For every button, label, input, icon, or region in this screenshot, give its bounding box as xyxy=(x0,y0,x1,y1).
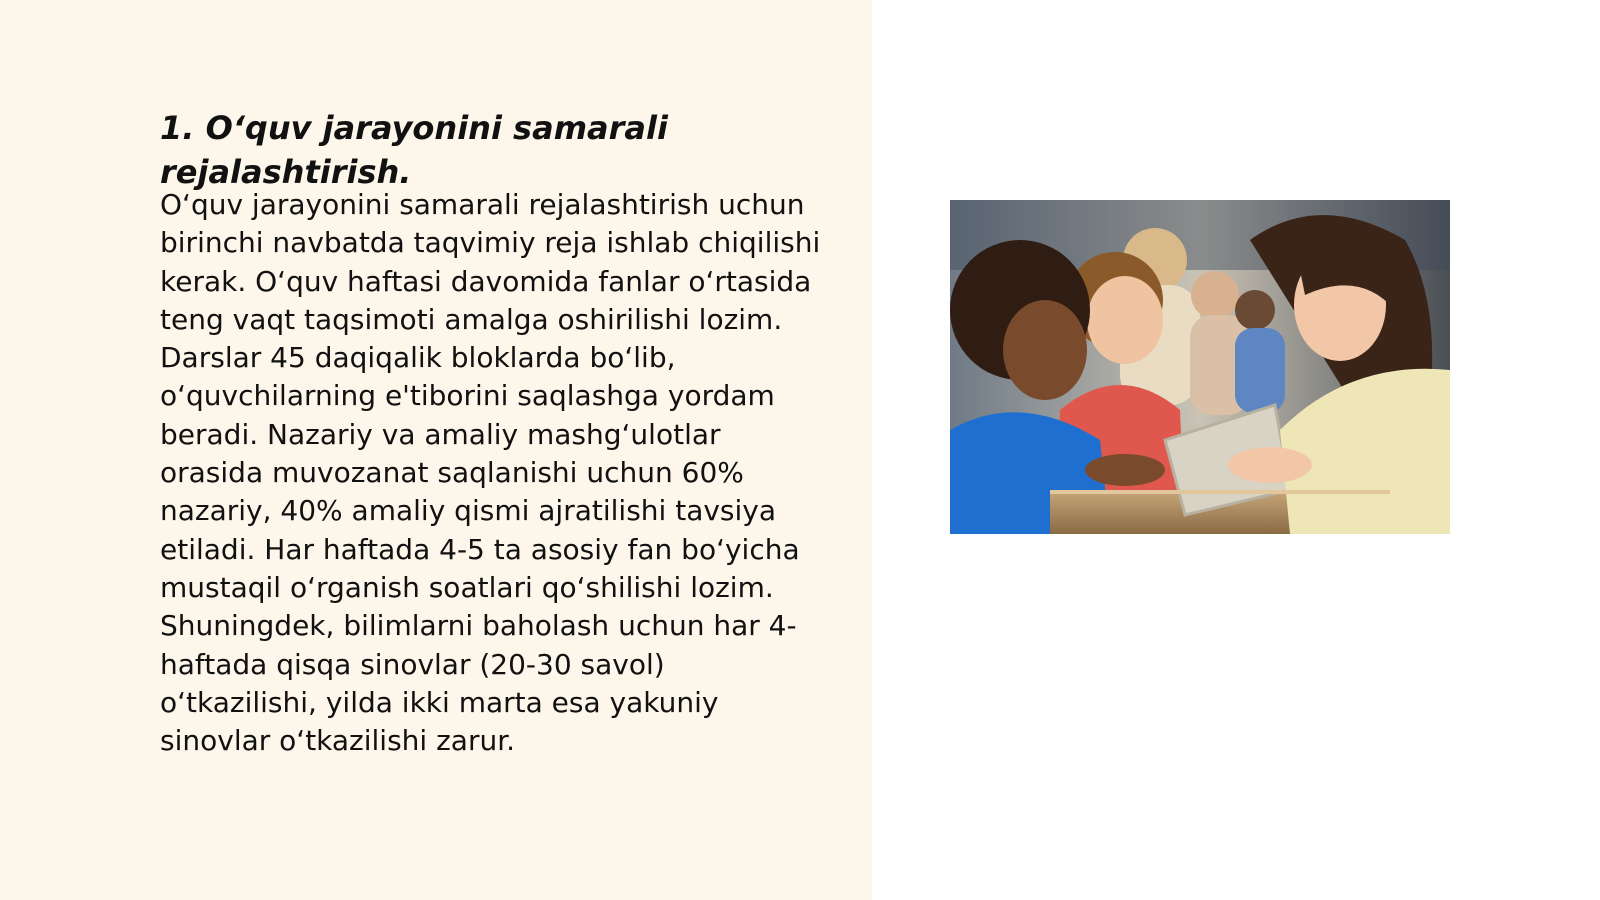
slide-title: 1. O‘quv jarayonini samarali rejalashtirish. xyxy=(160,109,668,191)
slide-body-text: O‘quv jarayonini samarali rejalashtirish uchun birinchi navbatda taqvimiy reja ishlab chiqilishi kerak. O‘quv haftasi davomida fanlar o‘rtasida teng vaqt taqsimoti amalga oshirilishi lozim. Darslar 45 daqiqalik bloklarda bo‘lib, o‘quvchilarning e'tiborini saqlashga yordam beradi. Nazariy va amaliy mashg‘ulotlar orasida muvozanat saqlanishi uchun 60% nazariy, 40% amaliy qismi ajratilishi tavsiya etiladi. Har haftada 4-5 ta asosiy fan bo‘yicha mustaqil o‘rganish soatlari qo‘shilishi lozim. Shuningdek, bilimlarni baholash uchun har 4-haftada qisqa sinovlar (20-30 savol) o‘tkazilishi, yilda ikki marta esa yakuniy sinovlar o‘tkazilishi zarur. xyxy=(160,188,821,758)
classroom-photo xyxy=(950,200,1450,534)
classroom-photo-icon xyxy=(950,200,1450,534)
